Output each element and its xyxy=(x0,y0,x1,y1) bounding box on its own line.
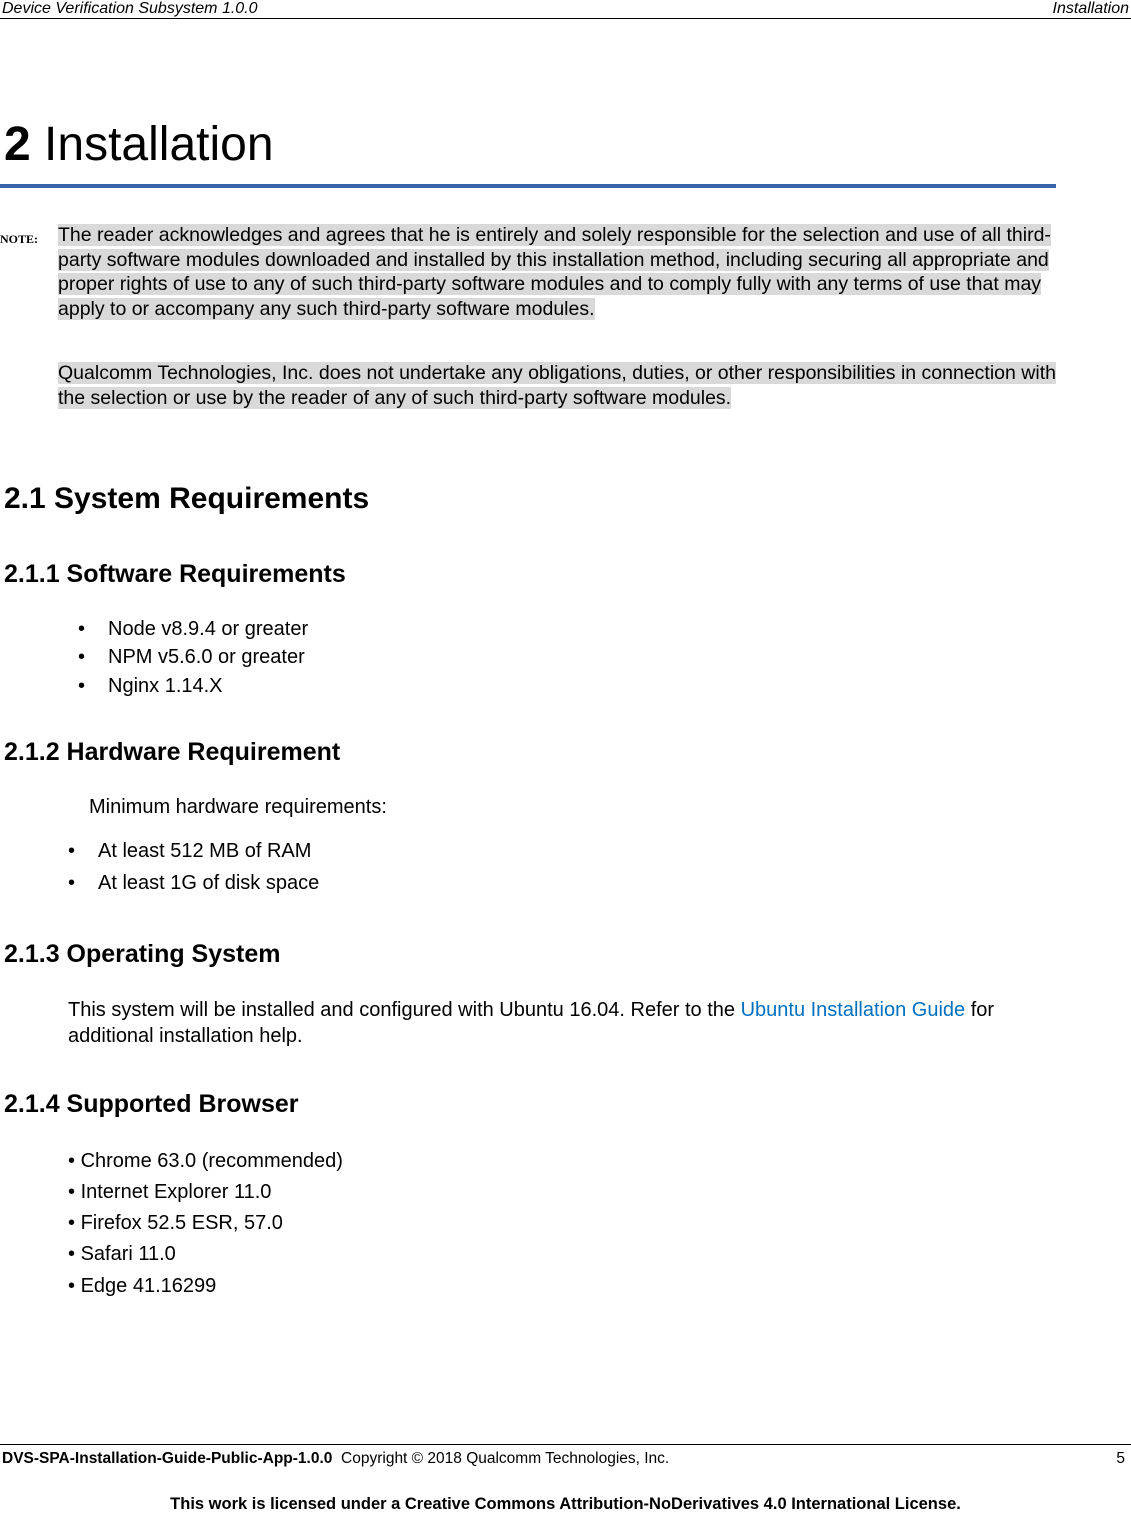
bullet-icon: • xyxy=(68,1275,81,1297)
running-header-section: Installation xyxy=(1052,0,1129,17)
bullet-icon: • xyxy=(68,1243,81,1265)
bullet-icon: • xyxy=(68,1150,81,1172)
note-paragraph-1 xyxy=(58,223,1056,321)
list-item: • NPM v5.6.0 or greater xyxy=(78,646,305,668)
note-text-2: Qualcomm Technologies, Inc. does not undertake any obligations, duties, or other responsibilities in connection with the selection or use by the reader of any of such third-party software modules. xyxy=(58,362,1056,409)
footer-info xyxy=(2,1448,669,1470)
subsection-heading-hardware: 2.1.2 Hardware Requirement xyxy=(4,738,341,766)
list-item: • Node v8.9.4 or greater xyxy=(78,618,309,640)
subsection-heading-browser: 2.1.4 Supported Browser xyxy=(4,1090,299,1118)
page-number: 5 xyxy=(1116,1450,1125,1467)
header-divider xyxy=(0,18,1131,19)
list-item: • Chrome 63.0 (recommended) xyxy=(68,1150,343,1172)
chapter-rule xyxy=(0,184,1056,188)
list-item: • At least 1G of disk space xyxy=(68,872,320,894)
note-text-1: The reader acknowledges and agrees that he is entirely and solely responsible for the selection and use of all third-party software modules downloaded and installed by this installation method, including securing all appropriate and proper rights of use to any of such third-party software modules and to comply fully with any terms of use that may apply to or accompany any such third-party software modules. xyxy=(58,224,1051,320)
subsection-heading-os: 2.1.3 Operating System xyxy=(4,940,281,968)
list-item: • Internet Explorer 11.0 xyxy=(68,1181,272,1203)
footer-divider xyxy=(0,1444,1131,1445)
ubuntu-guide-link[interactable]: Ubuntu Installation Guide xyxy=(740,999,966,1021)
hardware-intro: Minimum hardware requirements: xyxy=(89,796,387,818)
subsection-heading-software: 2.1.1 Software Requirements xyxy=(4,560,346,588)
list-item: • Firefox 52.5 ESR, 57.0 xyxy=(68,1212,283,1234)
chapter-number: 2 xyxy=(4,118,31,171)
running-header-title: Device Verification Subsystem 1.0.0 xyxy=(2,0,258,17)
bullet-icon: • xyxy=(68,1181,81,1203)
footer-copyright: Copyright © 2018 Qualcomm Technologies, Inc. xyxy=(341,1450,670,1467)
bullet-icon: • xyxy=(68,872,76,894)
footer-doc-id: DVS-SPA-Installation-Guide-Public-App-1.0.0 xyxy=(2,1450,333,1467)
list-item: • Safari 11.0 xyxy=(68,1243,176,1265)
list-item: • At least 512 MB of RAM xyxy=(68,840,312,862)
os-paragraph: This system will be installed and configured with Ubuntu 16.04. Refer to the Ubuntu Installation Guide for additional installation help. xyxy=(68,999,995,1047)
bullet-icon: • xyxy=(78,646,86,668)
bullet-icon: • xyxy=(68,1212,81,1234)
note-label: NOTE: xyxy=(0,232,39,246)
list-item: • Nginx 1.14.X xyxy=(78,675,223,697)
bullet-icon: • xyxy=(78,675,86,697)
chapter-title: Installation xyxy=(44,118,274,171)
chapter-heading xyxy=(4,115,274,175)
license-notice: This work is licensed under a Creative Commons Attribution-NoDerivatives 4.0 International License. xyxy=(170,1495,961,1513)
list-item: • Edge 41.16299 xyxy=(68,1275,217,1297)
bullet-icon: • xyxy=(78,618,86,640)
note-paragraph-2 xyxy=(58,361,1056,410)
bullet-icon: • xyxy=(68,840,76,862)
section-heading-system-requirements: 2.1 System Requirements xyxy=(4,482,370,515)
